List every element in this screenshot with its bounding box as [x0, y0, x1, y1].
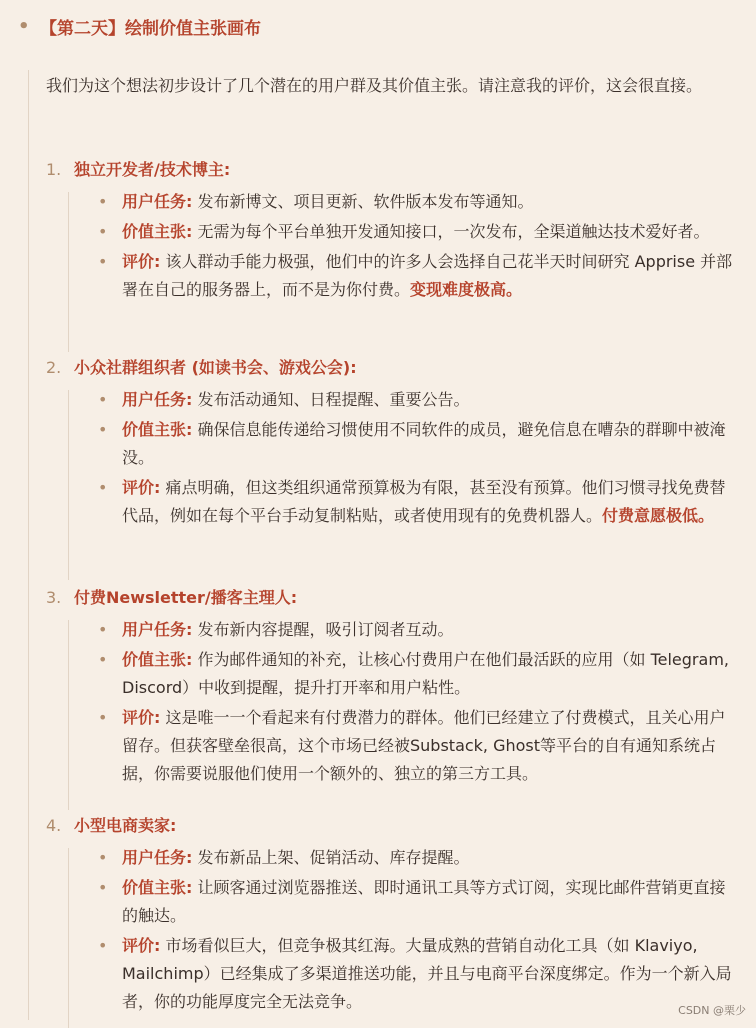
- value-prop-text: 作为邮件通知的补充，让核心付费用户在他们最活跃的应用（如 Telegram, Discord）中收到提醒，提升打开率和用户粘性。: [122, 650, 729, 697]
- segment-number: 3.: [46, 588, 62, 607]
- bullet-icon: •: [98, 420, 108, 439]
- segment-bullets: [46, 844, 736, 1016]
- indent-rail: [28, 70, 29, 1020]
- bullet-icon: •: [98, 878, 108, 897]
- segment-bullets: [46, 386, 736, 530]
- segment-number: 1.: [46, 160, 62, 179]
- evaluation-item: [98, 932, 736, 1016]
- segment-heading: [46, 356, 736, 380]
- segment-title: 小型电商卖家:: [74, 816, 177, 835]
- user-task-label: 用户任务:: [122, 620, 193, 639]
- user-task-text: 发布新内容提醒，吸引订阅者互动。: [197, 620, 454, 639]
- segment-section: [46, 356, 736, 532]
- indent-rail: [68, 192, 69, 352]
- value-prop-item: [98, 874, 736, 930]
- value-prop-item: [98, 416, 736, 472]
- segment-section: [46, 814, 736, 1018]
- value-prop-label: 价值主张:: [122, 222, 193, 241]
- segment-heading: [46, 158, 736, 182]
- evaluation-label: 评价:: [122, 708, 161, 727]
- evaluation-item: [98, 704, 736, 788]
- bullet-icon: •: [98, 650, 108, 669]
- evaluation-highlight: 付费意愿极低。: [602, 506, 715, 525]
- value-prop-label: 价值主张:: [122, 878, 193, 897]
- bullet-icon: •: [98, 936, 108, 955]
- evaluation-label: 评价:: [122, 252, 161, 271]
- bullet-icon: •: [98, 222, 108, 241]
- bullet-icon: •: [98, 478, 108, 497]
- user-task-text: 发布新品上架、促销活动、库存提醒。: [197, 848, 470, 867]
- segment-number: 4.: [46, 816, 62, 835]
- bullet-icon: •: [98, 252, 108, 271]
- watermark: CSDN @栗少: [678, 1004, 746, 1017]
- intro-paragraph: 我们为这个想法初步设计了几个潜在的用户群及其价值主张。请注意我的评价，这会很直接。: [46, 76, 703, 95]
- evaluation-text: 该人群动手能力极强，他们中的许多人会选择自己花半天时间研究 Apprise 并部署在自己的服务器上，而不是为你付费。: [122, 252, 733, 299]
- user-task-label: 用户任务:: [122, 848, 193, 867]
- evaluation-text: 这是唯一一个看起来有付费潜力的群体。他们已经建立了付费模式，且关心用户留存。但获客壁垒很高，这个市场已经被Substack, Ghost等平台的自有通知系统占据，你需要说服他们使用一个额外的、独立的第三方工具。: [122, 708, 726, 783]
- indent-rail: [68, 390, 69, 580]
- evaluation-label: 评价:: [122, 478, 161, 497]
- value-prop-text: 让顾客通过浏览器推送、即时通讯工具等方式订阅，实现比邮件营销更直接的触达。: [122, 878, 726, 925]
- value-prop-text: 确保信息能传递给习惯使用不同软件的成员，避免信息在嘈杂的群聊中被淹没。: [122, 420, 726, 467]
- bullet-icon: •: [98, 620, 108, 639]
- user-task-text: 发布活动通知、日程提醒、重要公告。: [197, 390, 470, 409]
- bullet-icon: •: [98, 848, 108, 867]
- user-task-item: [98, 188, 736, 216]
- segment-title: 付费Newsletter/播客主理人:: [74, 588, 298, 607]
- user-task-label: 用户任务:: [122, 192, 193, 211]
- segment-title: 小众社群组织者 (如读书会、游戏公会):: [74, 358, 357, 377]
- evaluation-text: 市场看似巨大，但竞争极其红海。大量成熟的营销自动化工具（如 Klaviyo, Mailchimp）已经集成了多渠道推送功能，并且与电商平台深度绑定。作为一个新入局者，你的功能厚度完全无法竞争。: [122, 936, 732, 1011]
- value-prop-item: [98, 218, 736, 246]
- segment-heading: [46, 586, 736, 610]
- value-prop-label: 价值主张:: [122, 420, 193, 439]
- value-prop-label: 价值主张:: [122, 650, 193, 669]
- evaluation-label: 评价:: [122, 936, 161, 955]
- indent-rail: [68, 848, 69, 1028]
- segment-section: [46, 586, 736, 790]
- segment-bullets: [46, 616, 736, 788]
- segment-title: 独立开发者/技术博主:: [74, 160, 231, 179]
- user-task-item: [98, 616, 736, 644]
- value-prop-item: [98, 646, 736, 702]
- user-task-item: [98, 844, 736, 872]
- segment-bullets: [46, 188, 736, 304]
- user-task-text: 发布新博文、项目更新、软件版本发布等通知。: [197, 192, 534, 211]
- evaluation-highlight: 变现难度极高。: [410, 280, 523, 299]
- day-heading-text: 【第二天】绘制价值主张画布: [40, 19, 261, 39]
- evaluation-text: 痛点明确，但这类组织通常预算极为有限，甚至没有预算。他们习惯寻找免费替代品，例如在每个平台手动复制粘贴，或者使用现有的免费机器人。: [122, 478, 726, 525]
- user-task-item: [98, 386, 736, 414]
- evaluation-item: [98, 474, 736, 530]
- bullet-icon: •: [18, 16, 30, 37]
- segment-heading: [46, 814, 736, 838]
- segment-number: 2.: [46, 358, 62, 377]
- indent-rail: [68, 620, 69, 810]
- value-prop-text: 无需为每个平台单独开发通知接口，一次发布，全渠道触达技术爱好者。: [197, 222, 710, 241]
- bullet-icon: •: [98, 192, 108, 211]
- day-heading: [18, 14, 261, 39]
- user-task-label: 用户任务:: [122, 390, 193, 409]
- segment-section: [46, 158, 736, 306]
- bullet-icon: •: [98, 708, 108, 727]
- bullet-icon: •: [98, 390, 108, 409]
- evaluation-item: [98, 248, 736, 304]
